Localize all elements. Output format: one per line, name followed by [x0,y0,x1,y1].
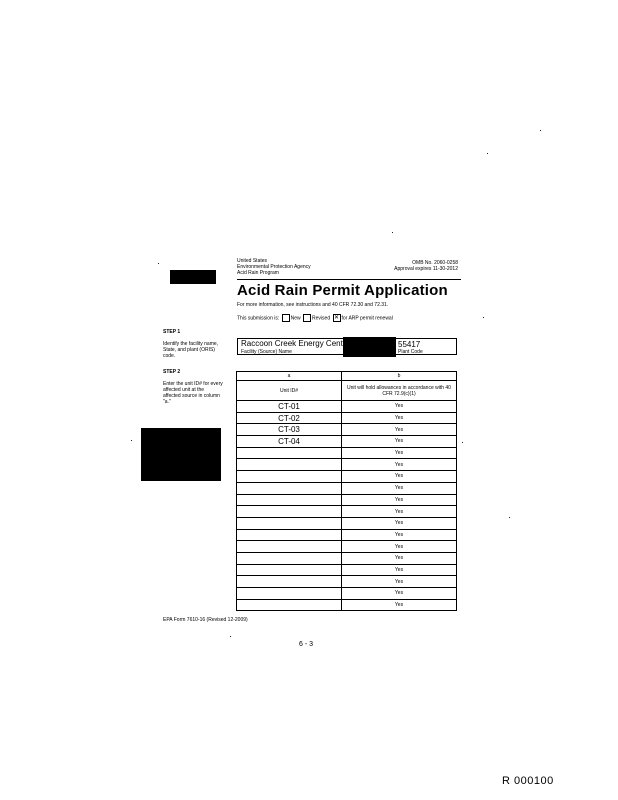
scan-speck [509,517,510,518]
unit-id-header: Unit ID# [237,381,342,401]
new-checkbox[interactable] [282,314,290,322]
regulation-note: For more information, see instructions and 40 CFR 72.30 and 72.31. [237,302,389,308]
approval-expiry: Approval expires 11-30-2012 [394,266,458,272]
facility-name-label: Facility (Source) Name [241,349,292,355]
scan-speck [483,317,484,318]
allowance-cell[interactable]: Yes [342,447,457,459]
allowance-cell[interactable]: Yes [342,436,457,448]
revised-label: Revised [312,315,331,322]
unit-id-cell[interactable] [237,459,342,471]
allowance-cell[interactable]: Yes [342,424,457,436]
column-letter-b: b [342,372,457,381]
units-table-body [237,401,457,611]
allowance-cell[interactable]: Yes [342,541,457,553]
revised-checkbox[interactable] [303,314,311,322]
allowance-cell[interactable]: Yes [342,529,457,541]
submission-type-row [237,314,393,322]
table-row [237,471,457,483]
column-letter-a: a [237,372,342,381]
allowance-cell[interactable]: Yes [342,401,457,413]
allowance-cell[interactable]: Yes [342,471,457,483]
table-row [237,541,457,553]
scan-speck [230,636,231,637]
title-rule [237,279,461,280]
scan-speck [487,153,488,154]
table-row [237,401,457,413]
table-row [237,424,457,436]
redaction-block [170,270,216,284]
table-row [237,482,457,494]
unit-id-cell[interactable] [237,471,342,483]
table-row [237,576,457,588]
new-label: New [290,315,301,322]
table-row [237,517,457,529]
table-row [237,552,457,564]
unit-id-cell[interactable] [237,588,342,600]
scan-speck [462,442,463,443]
submission-type-label: This submission is: [237,315,280,322]
table-row [237,529,457,541]
facility-divider [390,338,391,355]
unit-id-cell[interactable] [237,564,342,576]
form-title: Acid Rain Permit Application [237,282,448,299]
unit-id-cell[interactable] [237,599,342,611]
table-row [237,412,457,424]
table-row [237,599,457,611]
unit-id-cell[interactable] [237,517,342,529]
table-row [237,494,457,506]
form-number: EPA Form 7610-16 (Revised 12-2009) [163,617,248,623]
allowance-cell[interactable]: Yes [342,599,457,611]
step1-instructions: Identify the facility name, State, and plant (ORIS) code. [163,341,219,359]
step1-label: STEP 1 [163,329,181,335]
allowance-cell[interactable]: Yes [342,412,457,424]
scan-speck [131,440,132,441]
renewal-checkbox[interactable]: ✕ [333,315,340,321]
unit-id-cell[interactable] [237,552,342,564]
unit-id-cell[interactable]: CT-04 [237,436,342,448]
table-row [237,447,457,459]
allowance-cell[interactable]: Yes [342,576,457,588]
allowance-cell[interactable]: Yes [342,482,457,494]
table-row [237,459,457,471]
unit-id-cell[interactable] [237,541,342,553]
allowance-cell[interactable]: Yes [342,552,457,564]
table-row [237,564,457,576]
allowance-cell[interactable]: Yes [342,588,457,600]
table-row [237,436,457,448]
agency-line: Acid Rain Program [237,270,279,276]
unit-id-cell[interactable] [237,494,342,506]
plant-code-label: Plant Code [398,349,423,355]
unit-id-cell[interactable] [237,576,342,588]
scan-speck [158,263,159,264]
allowances-header: Unit will hold allowances in accordance with 40 CFR 72.9(c)(1) [342,381,457,401]
page-number: 6 - 3 [299,641,314,648]
allowance-cell[interactable]: Yes [342,517,457,529]
step2-instructions: Enter the unit ID# for every affected unit at the affected source in column "a." [163,381,223,405]
unit-id-cell[interactable]: CT-01 [237,401,342,413]
scan-speck [392,232,393,233]
unit-id-cell[interactable] [237,447,342,459]
agency-line: Environmental Protection Agency [237,264,311,270]
renewal-label: for ARP permit renewal [341,315,393,322]
agency-line: United States [237,258,268,264]
allowance-cell[interactable]: Yes [342,506,457,518]
step2-label: STEP 2 [163,369,181,375]
unit-id-cell[interactable]: CT-03 [237,424,342,436]
unit-id-cell[interactable] [237,482,342,494]
facility-name-value[interactable]: Raccoon Creek Energy Center [241,339,350,348]
unit-id-cell[interactable]: CT-02 [237,412,342,424]
allowance-cell[interactable]: Yes [342,564,457,576]
allowance-cell[interactable]: Yes [342,494,457,506]
omb-block [388,260,458,272]
allowance-cell[interactable]: Yes [342,459,457,471]
table-row [237,588,457,600]
omb-number: OMB No. 2060-0258 [412,260,458,266]
unit-id-cell[interactable] [237,529,342,541]
units-table [236,371,457,611]
agency-block [237,258,367,276]
scan-speck [540,130,541,131]
plant-code-value[interactable]: 55417 [398,340,421,349]
unit-id-cell[interactable] [237,506,342,518]
table-row [237,506,457,518]
bates-number: R 000100 [502,775,554,787]
redaction-block [141,428,221,481]
